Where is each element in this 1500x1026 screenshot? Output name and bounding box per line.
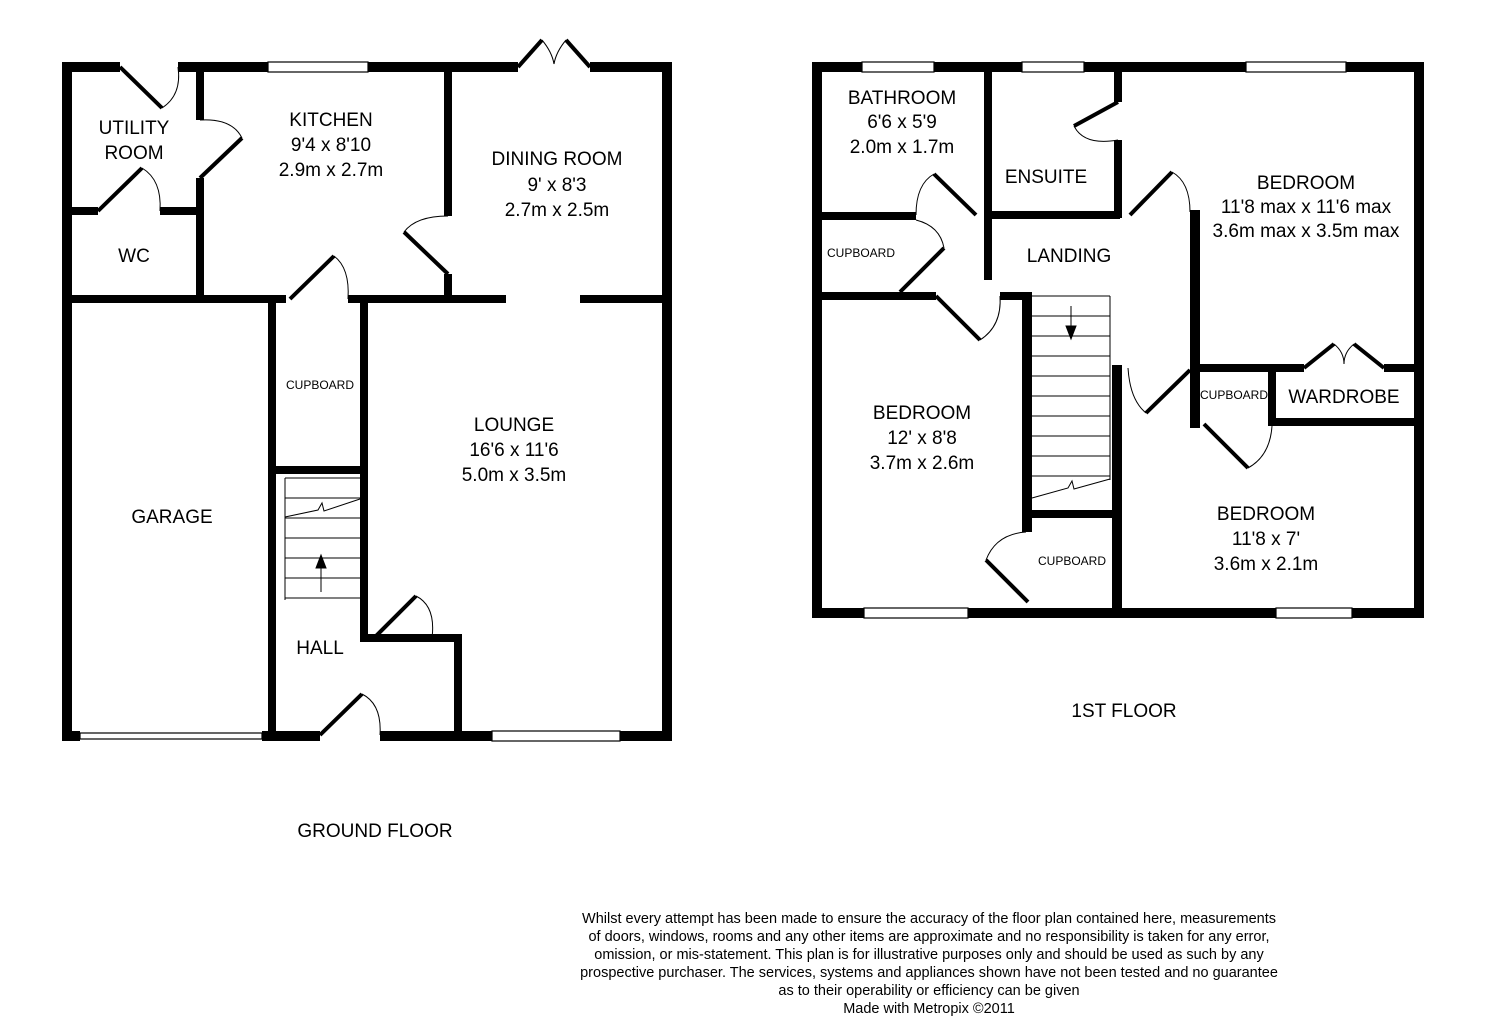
utility-room-label: UTILITY bbox=[98, 118, 170, 139]
utility-room-label-line2: ROOM bbox=[104, 143, 164, 164]
disclaimer-line: prospective purchaser. The services, systems and appliances shown have not been tested and no guarantee bbox=[580, 965, 1278, 981]
dining-room-imperial-dimensions: 9' x 8'3 bbox=[527, 175, 587, 196]
landing-cupboard-label: CUPBOARD bbox=[826, 246, 896, 260]
disclaimer-line: of doors, windows, rooms and any other items are approximate and no responsibility is taken for any error, bbox=[588, 929, 1270, 945]
metropix-credit: Made with Metropix ©2011 bbox=[843, 1001, 1015, 1017]
disclaimer-line: as to their operability or efficiency can be given bbox=[778, 983, 1080, 999]
small-bedroom-metric-dimensions: 3.6m x 2.1m bbox=[1213, 554, 1319, 575]
kitchen-label: KITCHEN bbox=[289, 110, 373, 131]
wc-label: WC bbox=[118, 246, 150, 267]
lounge-metric-dimensions: 5.0m x 3.5m bbox=[461, 465, 567, 486]
disclaimer-line: omission, or mis-statement. This plan is for illustrative purposes only and should be used as such by any bbox=[594, 947, 1264, 963]
small-bedroom-label: BEDROOM bbox=[1216, 504, 1316, 525]
bathroom-imperial-dimensions: 6'6 x 5'9 bbox=[867, 112, 937, 133]
kitchen-imperial-dimensions: 9'4 x 8'10 bbox=[290, 135, 372, 156]
bedroom-cupboard-label: CUPBOARD bbox=[1199, 388, 1269, 402]
ground-floor-caption: GROUND FLOOR bbox=[297, 821, 453, 842]
ensuite-label: ENSUITE bbox=[1004, 167, 1088, 188]
kitchen-metric-dimensions: 2.9m x 2.7m bbox=[278, 160, 384, 181]
landing-label: LANDING bbox=[1026, 246, 1112, 267]
disclaimer-line: Whilst every attempt has been made to ensure the accuracy of the floor plan contained here, measurements bbox=[582, 911, 1276, 927]
bathroom-metric-dimensions: 2.0m x 1.7m bbox=[849, 137, 955, 158]
lounge-imperial-dimensions: 16'6 x 11'6 bbox=[469, 440, 559, 461]
ground-floor-stairs bbox=[285, 478, 360, 600]
left-bedroom-label: BEDROOM bbox=[872, 403, 972, 424]
first-floor-plan bbox=[812, 62, 1424, 722]
left-bedroom-imperial-dimensions: 12' x 8'8 bbox=[887, 428, 957, 449]
wardrobe-label: WARDROBE bbox=[1288, 387, 1400, 408]
master-bedroom-label: BEDROOM bbox=[1256, 173, 1356, 194]
lounge-label: LOUNGE bbox=[473, 415, 555, 436]
master-bedroom-metric-dimensions: 3.6m max x 3.5m max bbox=[1212, 221, 1400, 242]
left-bedroom-metric-dimensions: 3.7m x 2.6m bbox=[869, 453, 975, 474]
first-floor-stairs bbox=[1032, 296, 1110, 498]
ground-cupboard-label: CUPBOARD bbox=[285, 378, 355, 392]
hall-label: HALL bbox=[296, 638, 344, 659]
ground-floor-plan bbox=[62, 40, 672, 842]
dining-room-metric-dimensions: 2.7m x 2.5m bbox=[504, 200, 610, 221]
bathroom-label: BATHROOM bbox=[847, 88, 957, 109]
master-bedroom-imperial-dimensions: 11'8 max x 11'6 max bbox=[1220, 197, 1392, 218]
small-bedroom-imperial-dimensions: 11'8 x 7' bbox=[1231, 529, 1301, 550]
stairs-cupboard-label: CUPBOARD bbox=[1037, 554, 1107, 568]
first-floor-caption: 1ST FLOOR bbox=[1071, 701, 1177, 722]
dining-room-label: DINING ROOM bbox=[491, 149, 623, 170]
garage-label: GARAGE bbox=[131, 507, 213, 528]
disclaimer bbox=[580, 911, 1278, 1017]
